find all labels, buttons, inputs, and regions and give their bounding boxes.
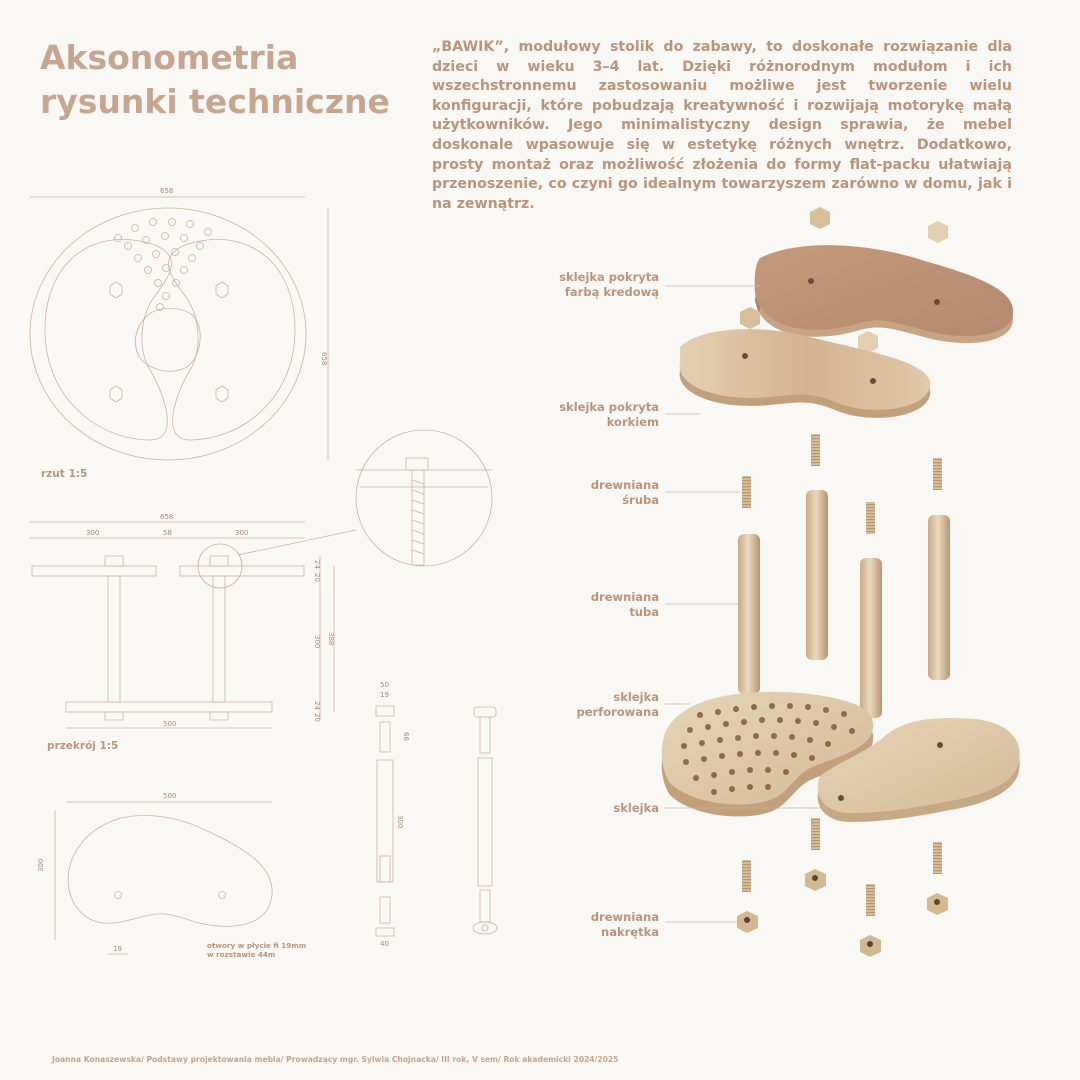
holes-note-line-2: w rozstawie 44m [207,950,276,959]
top-width-dim: 500 [163,792,177,800]
title-line-2: rysunki techniczne [40,82,390,121]
footer: Joanna Konaszewska/ Podstawy projektowania mebla/ Prowadzący mgr. Sylwia Chojnacka/ III rok, V sem/ Rok akademicki 2024/2025 [52,1055,619,1064]
screw-5 [811,818,820,850]
part-label-tube [591,590,659,620]
plan-center-blob [135,308,200,371]
part-label-nut-line2: nakrętka [601,925,659,939]
part-label-perforated-line2: perforowana [576,705,659,719]
detail-circle [238,430,492,566]
part-label-screw [591,478,659,508]
screw-7 [742,860,751,892]
plan-height-dim: 658 [320,352,328,366]
bolt-len-dim: 66 [402,732,410,741]
tube-len-dim: 300 [396,815,404,829]
part-label-screw-line1: drewniana [590,478,659,492]
part-label-perforated [576,690,659,720]
part-label-chalk [559,270,659,300]
screw-8 [866,884,875,916]
sec-bottom2-dim: 20 [313,713,321,722]
parts-drawings [376,681,497,948]
part-label-cork-line1: sklejka pokryta [559,400,659,414]
plan-label: rzut 1:5 [41,468,88,480]
plan-hex-nuts [110,282,228,402]
plan-perforation [115,219,212,311]
part-label-nut-line1: drewniana [590,910,659,924]
screw-2 [933,458,942,490]
lower-nuts [737,869,948,957]
top-shape-view [37,792,272,954]
sec-height-dim: 300 [313,635,321,649]
holes-note [207,941,306,959]
part-label-tube-line1: drewniana [590,590,659,604]
part-label-screw-line2: śruba [622,493,659,507]
sec-bottom-dim: 24 [313,701,321,710]
exploded-view [662,207,1020,957]
bolt-w-dim: 50 [380,681,389,689]
title-line-1: Aksonometria [40,38,299,77]
plan-outline [30,208,306,460]
part-label-chalk-line1: sklejka pokryta [559,270,659,284]
nut-w-dim: 40 [380,940,389,948]
plan-left-kidney [45,239,172,440]
section-view [30,513,335,728]
tube-2 [928,515,950,680]
part-label-chalk-line2: farbą kredową [564,285,659,299]
part-label-cork-line2: korkiem [606,415,659,429]
plan-view [30,187,328,460]
screw-6 [933,842,942,874]
sec-total-h-dim: 388 [327,632,335,646]
plan-width-dim: 658 [160,187,174,195]
part-label-cork [559,400,659,430]
part-label-plywood [613,801,659,816]
top-hole-dim: 19 [113,945,122,953]
holes-note-line-1: otwory w płycie fi 19mm [207,941,307,950]
tube-3 [738,534,760,694]
screw-4 [866,502,875,534]
sec-total-dim: 658 [160,513,174,521]
sec-mid-dim: 58 [163,529,172,537]
tube-1 [806,490,828,660]
sec-top-dim: 24 [313,560,321,569]
part-label-plywood-line1: sklejka [613,801,659,815]
part-label-nut [591,910,659,940]
sec-top2-dim: 20 [313,573,321,582]
screw-1 [811,434,820,466]
top-height-dim: 300 [37,858,45,872]
screw-3 [742,476,751,508]
part-label-tube-line2: tuba [629,605,659,619]
tube-4 [860,558,882,718]
sec-left-dim: 300 [86,529,100,537]
sec-base-dim: 500 [163,720,177,728]
part-label-perforated-line1: sklejka [613,690,659,704]
description: „BAWIK”, modułowy stolik do zabawy, to doskonałe rozwiązanie dla dzieci w wieku 3–4 lat. Dzięki różnorodnym modułom i ich wszechstronnemu zastosowaniu możliwe jest tworzenie wielu konfiguracji, które pobudzają kreatywność i rozwijają motorykę małą użytkowników. Jego minimalistyczny design sprawia, że mebel doskonale wpasowuje się w estetykę różnych wnętrz. Dodatkowo, prosty montaż oraz możliwość złożenia do formy flat-packu ułatwiają przenoszenie, co czyni go idealnym towarzyszem zarówno w domu, jak i na zewnątrz. [432,39,1012,212]
sec-right-dim: 300 [235,529,249,537]
section-label: przekrój 1:5 [47,740,119,752]
bolt-d-dim: 19 [380,691,389,699]
